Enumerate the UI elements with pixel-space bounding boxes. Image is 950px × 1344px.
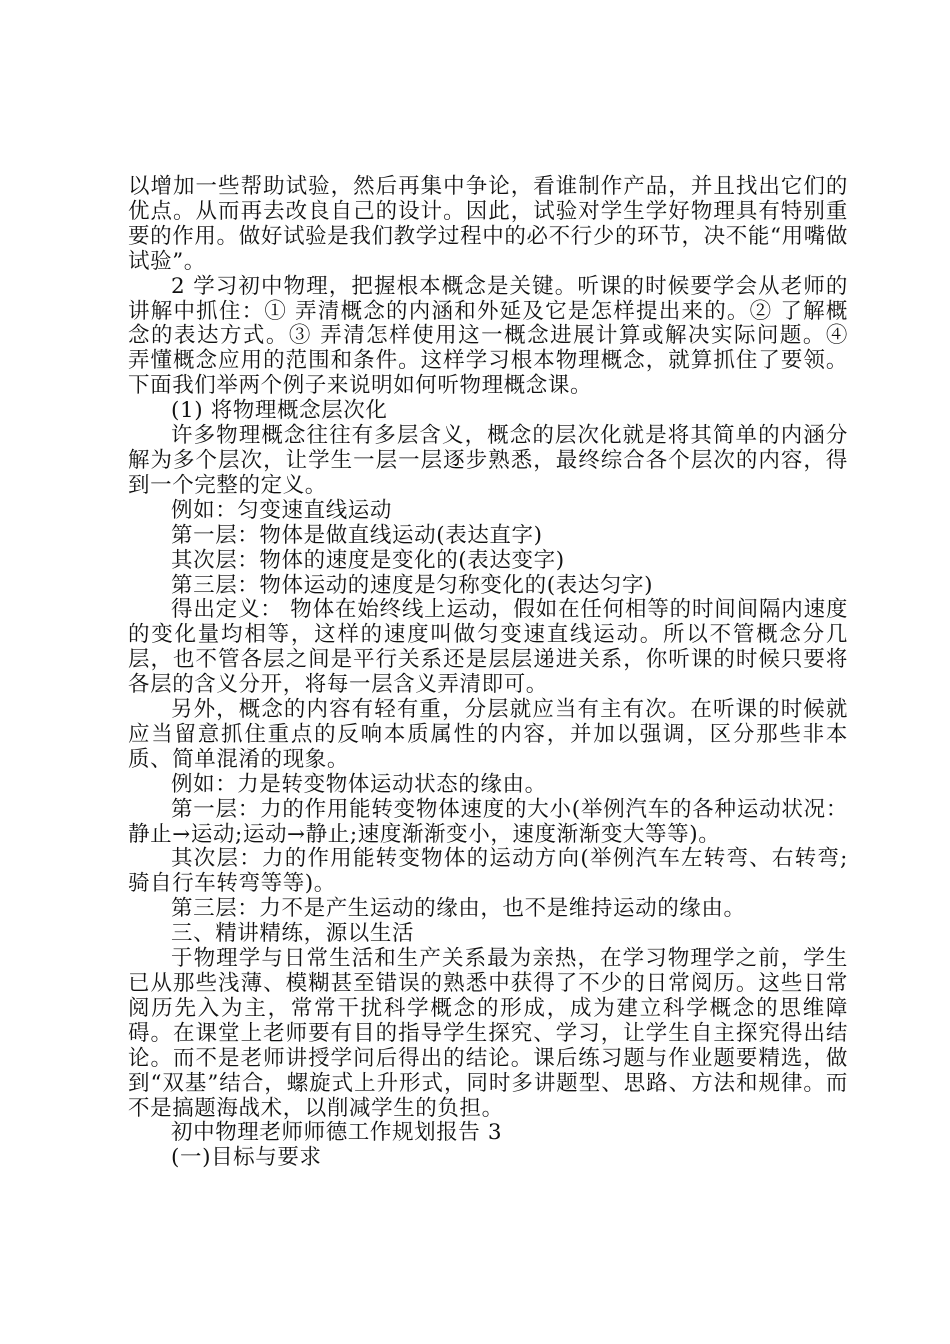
heading-concept-layering: (1) 将物理概念层次化: [171, 398, 388, 424]
paragraph-layer-1: 第一层：物体是做直线运动(表达直字): [171, 522, 543, 548]
paragraph-layer-2: 其次层：物体的速度是变化的(表达变字): [171, 547, 565, 573]
paragraph-force-layer-3: 第三层：力不是产生运动的缘由，也不是维持运动的缘由。: [171, 896, 746, 922]
paragraph-example-uniform-motion: 例如：匀变速直线运动: [171, 497, 393, 523]
document-body: [128, 175, 848, 1171]
heading-goals-requirements: (一)目标与要求: [171, 1145, 322, 1171]
paragraph-force-layer-2: 其次层：力的作用能转变物体的运动方向(举例汽车左转弯、右转弯;骑自行车转弯等等)。: [128, 846, 848, 897]
paragraph-definition: 得出定义： 物体在始终线上运动，假如在任何相等的时间间隔内速度的变化量均相等，这样的速度叫做匀变速直线运动。所以不管概念分几层，也不管各层之间是平行关系还是层层递进关系，你听课的时候只要将各层的含义分开，将每一层含义弄清即可。: [128, 597, 848, 698]
paragraph-daily-life: 于物理学与日常生活和生产关系最为亲热，在学习物理学之前，学生已从那些浅薄、模糊甚至错误的熟悉中获得了不少的日常阅历。这些日常阅历先入为主，常常干扰科学概念的形成，成为建立科学概念的思维障碍。在课堂上老师要有目的指导学生探究、学习，让学生自主探究得出结论。而不是老师讲授学问后得出的结论。课后练习题与作业题要精选，做到“双基”结合，螺旋式上升形式，同时多讲题型、思路、方法和规律。而不是搞题海战术，以削减学生的负担。: [128, 946, 848, 1121]
heading-section-three: 三、精讲精练，源以生活: [171, 921, 415, 947]
paragraph-example-force: 例如：力是转变物体运动状态的缘由。: [171, 771, 547, 797]
paragraph-force-layer-1: 第一层：力的作用能转变物体速度的大小(举例汽车的各种运动状况：静止→运动;运动→静止;速度渐渐变小，速度渐渐变大等等)。: [128, 796, 848, 847]
paragraph-layering-explanation: 许多物理概念往往有多层含义，概念的层次化就是将其简单的内涵分解为多个层次，让学生一层一层逐步熟悉，最终综合各个层次的内容，得到一个完整的定义。: [128, 423, 848, 498]
paragraph-primary-secondary: 另外，概念的内容有轻有重，分层就应当有主有次。在听课的时候就应当留意抓住重点的反响本质属性的内容，并加以强调，区分那些非本质、简单混淆的现象。: [128, 697, 848, 772]
paragraph-experiment-continuation: 以增加一些帮助试验，然后再集中争论，看谁制作产品，并且找出它们的优点。从而再去改良自己的设计。因此，试验对学生学好物理具有特别重要的作用。做好试验是我们教学过程中的必不行少的环节，决不能“用嘴做试验”。: [128, 174, 848, 274]
paragraph-layer-3: 第三层：物体运动的速度是匀称变化的(表达匀字): [171, 572, 654, 598]
heading-report-3: 初中物理老师师德工作规划报告 3: [171, 1120, 503, 1146]
paragraph-basic-concepts: 2 学习初中物理，把握根本概念是关键。听课的时候要学会从老师的讲解中抓住：① 弄清概念的内涵和外延及它是怎样提出来的。② 了解概念的表达方式。③ 弄清怎样使用这一概念进展计算或解决实际问题。④ 弄懂概念应用的范围和条件。这样学习根本物理概念，就算抓住了要领。下面我们举两个例子来说明如何听物理概念课。: [128, 273, 848, 399]
